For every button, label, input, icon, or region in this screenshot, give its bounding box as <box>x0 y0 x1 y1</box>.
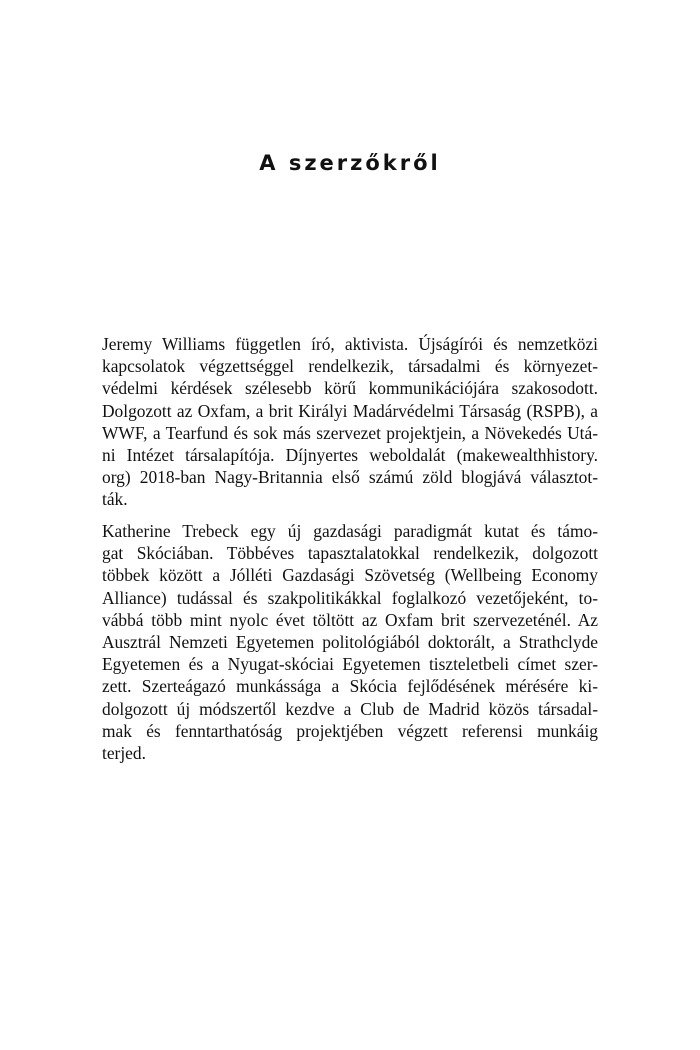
text-line: Katherine Trebeck egy új gazdasági paradigmát kutat és támo- <box>102 521 598 541</box>
text-line: ták. <box>102 489 128 510</box>
text-line: terjed. <box>102 742 146 763</box>
author-bio-jeremy-williams <box>102 333 598 511</box>
text-line: többek között a Jólléti Gazdasági Szövetség (Wellbeing Economy <box>102 565 598 586</box>
text-line: Jeremy Williams független író, aktivista. Újságírói és nemzetközi <box>102 334 598 354</box>
text-line: gat Skóciában. Többéves tapasztalatokkal rendelkezik, dolgozott <box>102 543 598 564</box>
text-line: Dolgozott az Oxfam, a brit Királyi Madárvédelmi Társaság (RSPB), a <box>102 400 598 421</box>
text-line: Alliance) tudással és szakpolitikákkal foglalkozó vezetőjeként, to- <box>102 587 598 608</box>
text-line: vábbá több mint nyolc évet töltött az Oxfam brit szervezeténél. Az <box>102 609 598 630</box>
text-line: Egyetemen és a Nyugat-skóciai Egyetemen tiszteletbeli címet szer- <box>102 654 598 675</box>
text-line: WWF, a Tearfund és sok más szervezet projektjein, a Növekedés Utá- <box>102 422 598 443</box>
text-line: org) 2018-ban Nagy-Britannia első számú zöld blogjává választot- <box>102 467 598 488</box>
text-line: zett. Szerteágazó munkássága a Skócia fejlődésének mérésére ki- <box>102 676 598 697</box>
author-bio-katherine-trebeck <box>102 520 598 764</box>
text-line: dolgozott új módszertől kezdve a Club de Madrid közös társadal- <box>102 698 598 719</box>
text-line: Ausztrál Nemzeti Egyetemen politológiából doktorált, a Strathclyde <box>102 631 598 652</box>
text-line: védelmi kérdések szélesebb körű kommunikációjára szakosodott. <box>102 378 598 399</box>
text-line: kapcsolatok végzettséggel rendelkezik, társadalmi és környezet- <box>102 356 598 377</box>
page-title: A szerzőkről <box>259 151 441 175</box>
text-line: ni Intézet társalapítója. Díjnyertes weboldalát (makewealthhistory. <box>102 444 598 465</box>
text-line: mak és fenntarthatóság projektjében végzett referensi munkáig <box>102 720 598 741</box>
